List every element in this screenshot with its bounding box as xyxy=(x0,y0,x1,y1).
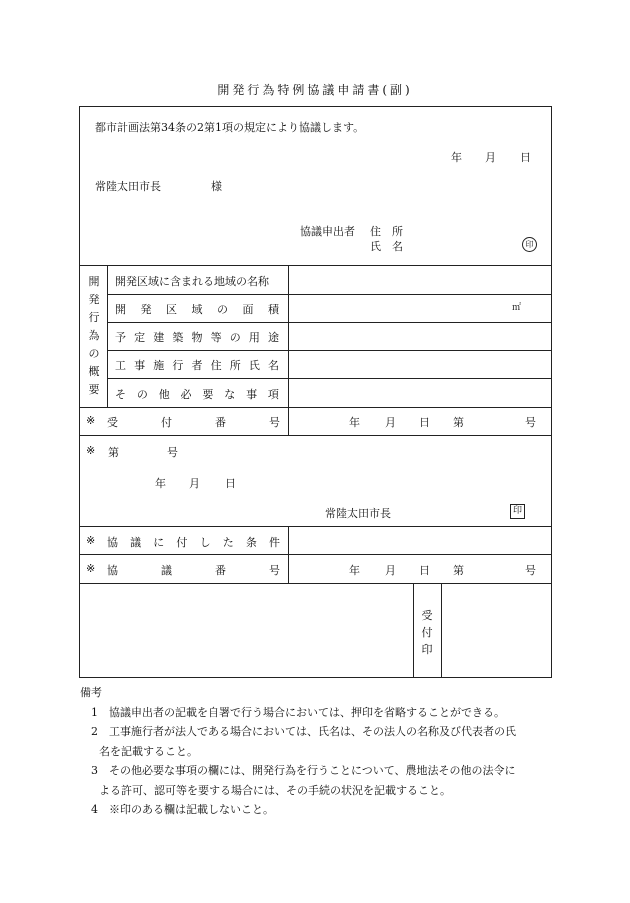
reception-number-label: 受 付 番 号 xyxy=(107,416,280,429)
rule xyxy=(413,583,414,677)
notes-section xyxy=(80,683,516,820)
contractor-label: 工 事 施 行 者 住 所 氏 名 xyxy=(115,359,279,372)
note-item: 2 工事施行者が法人である場合においては、氏名は、その法人の名称及び代表者の氏 xyxy=(91,725,516,738)
note-item: 3 その他必要な事項の欄には、開発行為を行うことについて、農地法その他の法令に xyxy=(91,764,516,777)
note-item: よる許可、認可等を要する場合には、その手続の状況を記載すること。 xyxy=(99,783,451,797)
notes-heading: 備考 xyxy=(80,686,102,699)
application-form xyxy=(79,106,552,678)
address-label: 住 所 xyxy=(370,225,403,238)
agreement-no-prefix: 第 xyxy=(453,564,464,577)
date-day-label: 日 xyxy=(520,151,531,164)
rule xyxy=(80,554,551,555)
note-item: 名を記載すること。 xyxy=(99,744,198,758)
agreement-mark: ※ xyxy=(86,562,96,575)
agreement-day: 日 xyxy=(419,564,430,577)
rule xyxy=(107,378,551,379)
form-title: 開発行為特例協議申請書(副) xyxy=(217,83,413,97)
conditions-label: 協 議 に 付 し た 条 件 xyxy=(107,536,280,549)
rule xyxy=(107,265,108,407)
agreement-month: 月 xyxy=(385,564,396,577)
square-meter-unit: ㎡ xyxy=(512,303,522,313)
applicant-seal-mark: 印 xyxy=(522,237,537,252)
agreement-year: 年 xyxy=(349,564,360,577)
note-item: 4 ※印のある欄は記載しないこと。 xyxy=(91,803,274,816)
rule xyxy=(107,350,551,351)
date-year-label: 年 xyxy=(451,151,462,164)
rule xyxy=(288,526,289,583)
reception-day: 日 xyxy=(419,416,430,429)
notice-no-suffix: 号 xyxy=(167,446,178,459)
applicant-label: 協議申出者 xyxy=(300,225,355,238)
date-month-label: 月 xyxy=(485,151,496,164)
note-item: 1 協議申出者の記載を自署で行う場合においては、押印を省略することができる。 xyxy=(91,705,505,719)
reception-mark: ※ xyxy=(86,414,96,427)
reception-stamp-label: 受 付 印 xyxy=(421,609,433,656)
notice-year: 年 xyxy=(155,477,166,490)
name-label: 氏 名 xyxy=(370,240,403,253)
area-size-label: 開 発 区 域 の 面 積 xyxy=(115,303,279,316)
area-name-label: 開発区域に含まれる地域の名称 xyxy=(115,275,269,288)
reception-no-prefix: 第 xyxy=(453,416,464,429)
issuer-seal-mark: 印 xyxy=(510,504,525,519)
rule xyxy=(441,583,442,677)
notice-day: 日 xyxy=(225,477,236,490)
rule xyxy=(288,265,289,435)
rule xyxy=(80,407,551,408)
other-matters-label: そ の 他 必 要 な 事 項 xyxy=(115,388,279,401)
rule xyxy=(80,435,551,436)
notice-mark: ※ xyxy=(86,444,96,457)
reception-month: 月 xyxy=(385,416,396,429)
notice-no-prefix: 第 xyxy=(108,446,119,459)
reception-year: 年 xyxy=(349,416,360,429)
reception-no-suffix: 号 xyxy=(525,416,536,429)
rule xyxy=(80,265,551,266)
building-use-label: 予 定 建 築 物 等 の 用 途 xyxy=(115,331,279,344)
rule xyxy=(107,294,551,295)
rule xyxy=(107,322,551,323)
conditions-mark: ※ xyxy=(86,534,96,547)
intro-text: 都市計画法第34条の2第1項の規定により協議します。 xyxy=(95,121,365,134)
agreement-number-label: 協 議 番 号 xyxy=(107,564,280,577)
agreement-no-suffix: 号 xyxy=(525,564,536,577)
overview-section-label: 開 発 行 為 の 概 要 xyxy=(88,275,100,396)
addressee: 常陸太田市長 xyxy=(95,180,161,193)
reception-stamp-area[interactable] xyxy=(444,585,548,675)
rule xyxy=(80,526,551,527)
notice-issuer: 常陸太田市長 xyxy=(325,507,391,520)
honorific: 様 xyxy=(211,180,222,193)
notice-month: 月 xyxy=(189,477,200,490)
rule xyxy=(80,583,551,584)
